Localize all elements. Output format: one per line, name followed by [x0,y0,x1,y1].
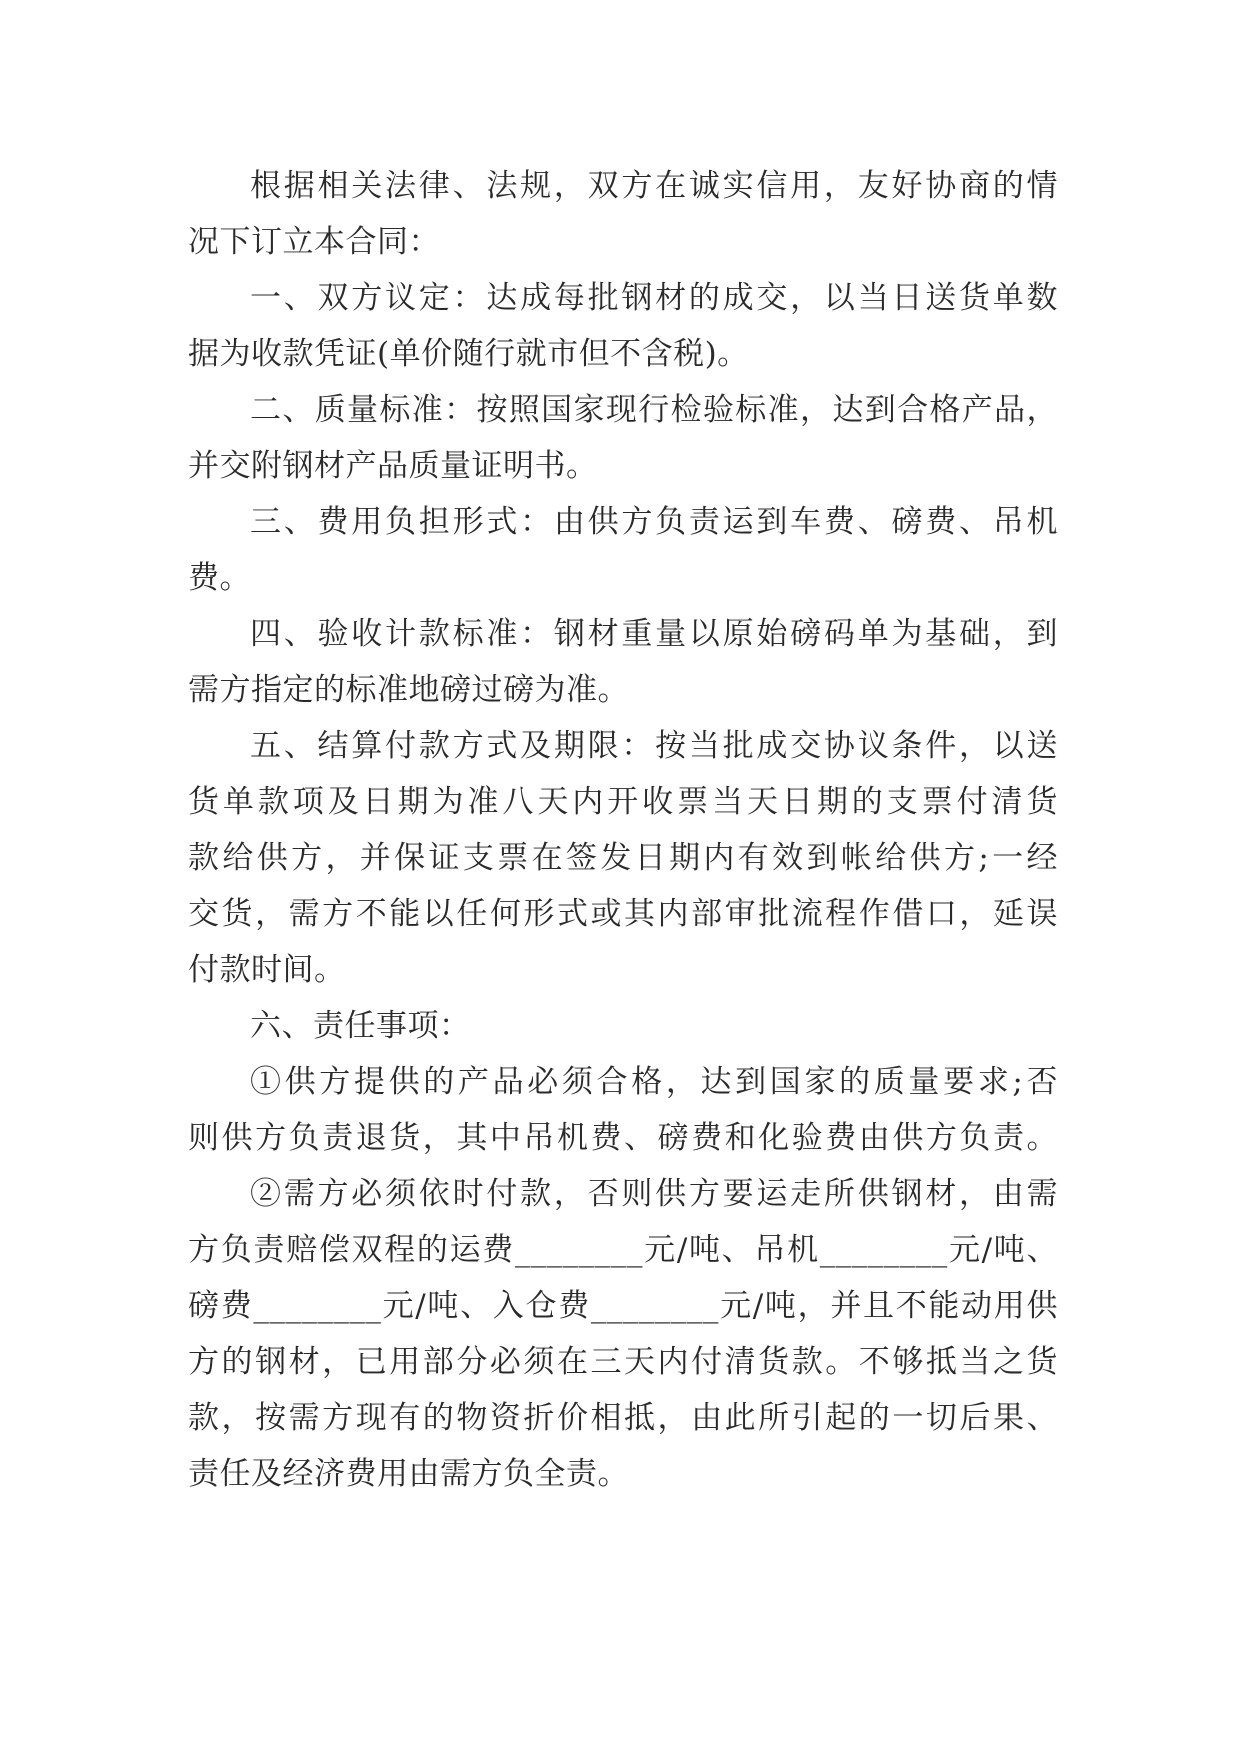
text-line: 四、验收计款标准：钢材重量以原始磅码单为基础，到 [250,616,1058,652]
text-line: 况下订立本合同： [188,224,440,260]
text-line: 三、费用负担形式：由供方负责运到车费、磅费、吊机 [250,504,1058,540]
text-line: 费。 [188,560,251,596]
text-line: 款给供方，并保证支票在签发日期内有效到帐给供方;一经 [188,840,1058,876]
text-line: 付款时间。 [188,952,346,988]
text-line: ②需方必须依时付款，否则供方要运走所供钢材，由需 [250,1176,1058,1212]
text-line: 需方指定的标准地磅过磅为准。 [188,672,629,708]
text-line: 据为收款凭证(单价随行就市但不含税)。 [188,336,749,372]
text-line: 方负责赔偿双程的运费________元/吨、吊机________元/吨、 [188,1232,1058,1268]
text-line: 方的钢材，已用部分必须在三天内付清货款。不够抵当之货 [188,1344,1058,1380]
text-line: 磅费________元/吨、入仓费________元/吨，并且不能动用供 [188,1288,1058,1324]
document-page [188,158,1058,1502]
text-line: 五、结算付款方式及期限：按当批成交协议条件，以送 [250,728,1058,764]
text-line: 并交附钢材产品质量证明书。 [188,448,598,484]
text-line: 款，按需方现有的物资折价相抵，由此所引起的一切后果、 [188,1400,1058,1436]
text-line: ①供方提供的产品必须合格，达到国家的质量要求;否 [250,1064,1058,1100]
text-line: 则供方负责退货，其中吊机费、磅费和化验费由供方负责。 [188,1120,1058,1156]
text-line: 责任及经济费用由需方负全责。 [188,1456,629,1492]
text-line: 根据相关法律、法规，双方在诚实信用，友好协商的情 [250,168,1058,204]
text-line: 六、责任事项： [250,1008,471,1044]
text-line: 二、质量标准：按照国家现行检验标准，达到合格产品， [250,392,1058,428]
contract-body [188,158,1058,1502]
text-line: 一、双方议定：达成每批钢材的成交，以当日送货单数 [250,280,1058,316]
text-line: 交货，需方不能以任何形式或其内部审批流程作借口，延误 [188,896,1058,932]
text-line: 货单款项及日期为准八天内开收票当天日期的支票付清货 [188,784,1058,820]
